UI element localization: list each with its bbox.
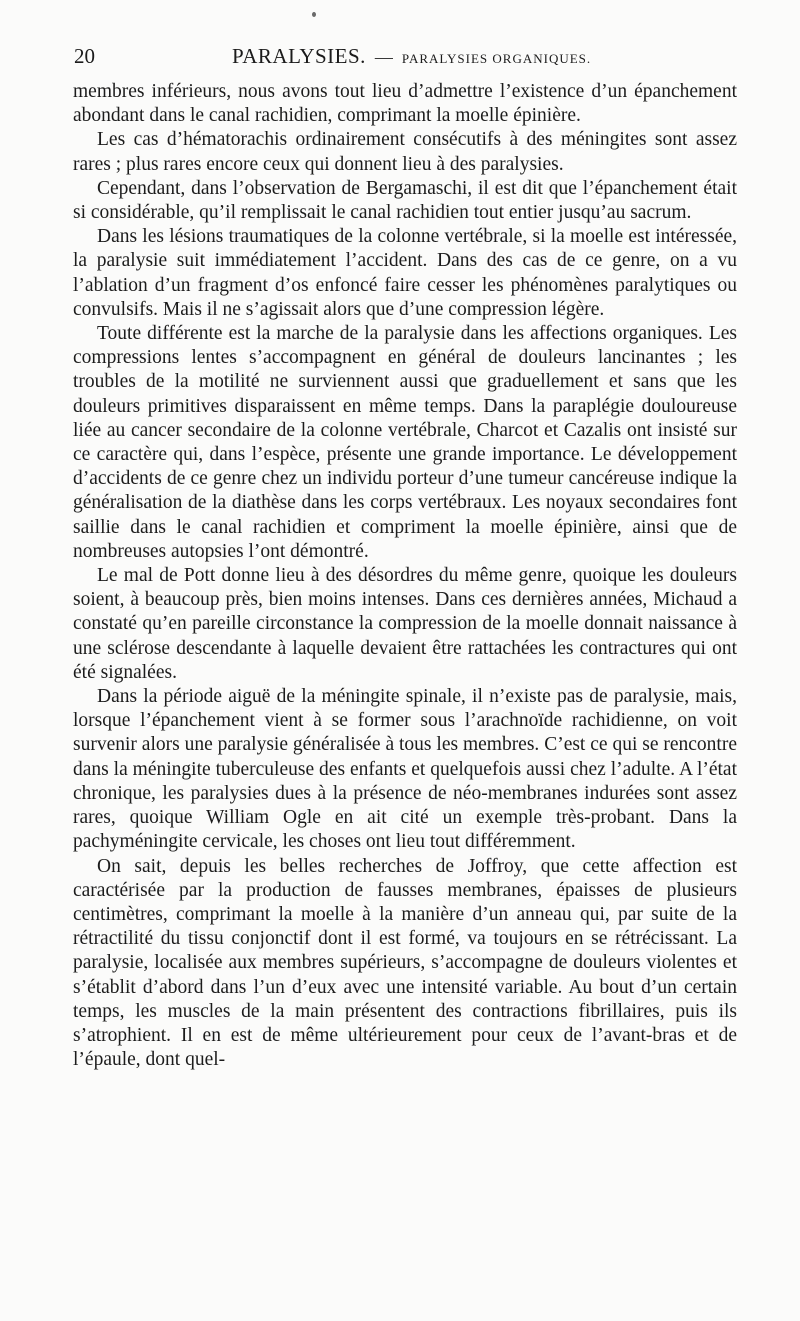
ink-speck: [312, 12, 316, 17]
paragraph: Les cas d’hématorachis ordinairement consécutifs à des méningites sont assez rares ; plus rares encore ceux qui donnent lieu à des paralysies.: [73, 129, 737, 175]
running-head-separator: —: [374, 47, 393, 67]
page-header: [74, 44, 738, 72]
running-head-subtitle: PARALYSIES ORGANIQUES.: [401, 51, 592, 66]
running-head-title: PARALYSIES.: [232, 44, 366, 68]
paragraph: Toute différente est la marche de la paralysie dans les affections organiques. Les compressions lentes s’accompagnent en général de douleurs lancinantes ; les troubles de la motilité ne surviennent aussi que graduellement et sans que les douleurs primitives disparaissent en même temps. Dans la paraplégie douloureuse liée au cancer secondaire de la colonne vertébrale, Charcot et Cazalis ont insisté sur ce caractère qui, dans l’espèce, présente une grande importance. Le développement d’accidents de ce genre chez un individu porteur d’une tumeur cancéreuse indique la généralisation de la diathèse dans les corps vertébraux. Les noyaux secondaires font saillie dans le canal rachidien et compriment la moelle épinière, ainsi que de nombreuses autopsies l’ont démontré.: [73, 323, 737, 562]
running-head: [232, 44, 591, 69]
paragraph: Dans les lésions traumatiques de la colonne vertébrale, si la moelle est intéressée, la paralysie suit immédiatement l’accident. Dans des cas de ce genre, on a vu l’ablation d’un fragment d’os enfoncé faire cesser les phénomènes paralytiques ou convulsifs. Mais il ne s’agissait alors que d’une compression légère.: [73, 226, 737, 320]
paragraph: On sait, depuis les belles recherches de Joffroy, que cette affection est caractérisée par la production de fausses membranes, épaisses de plusieurs centimètres, comprimant la moelle à la manière d’un anneau qui, par suite de la rétractilité du tissu conjonctif dont il est formé, va toujours en se rétrécissant. La paralysie, localisée aux membres supérieurs, s’accompagne de douleurs violentes et s’établit d’abord dans l’un d’eux avec une intensité variable. Au bout d’un certain temps, les muscles de la main présentent des contractions fibrillaires, puis ils s’atrophient. Il en est de même ultérieurement pour ceux de l’avant-bras et de l’épaule, dont quel-: [73, 855, 737, 1071]
paragraph: Dans la période aiguë de la méningite spinale, il n’existe pas de paralysie, mais, lorsque l’épanchement vient à se former sous l’arachnoïde rachidienne, on voit survenir alors une paralysie généralisée à tous les membres. C’est ce qui se rencontre dans la méningite tuberculeuse des enfants et quelquefois aussi chez l’adulte. A l’état chronique, les paralysies dues à la présence de néo-membranes indurées sont assez rares, quoique William Ogle en ait cité un exemple très-probant. Dans la pachyméningite cervicale, les choses ont lieu tout différemment.: [73, 686, 737, 853]
paragraph: membres inférieurs, nous avons tout lieu d’admettre l’existence d’un épanchement abondant dans le canal rachidien, comprimant la moelle épinière.: [73, 81, 737, 127]
page-number: 20: [74, 44, 95, 68]
paragraph: Cependant, dans l’observation de Bergamaschi, il est dit que l’épanchement était si considérable, qu’il remplissait le canal rachidien tout entier jusqu’au sacrum.: [73, 177, 737, 224]
body-text: [73, 80, 737, 1072]
paragraph: Le mal de Pott donne lieu à des désordres du même genre, quoique les douleurs soient, à beaucoup près, bien moins intenses. Dans ces dernières années, Michaud a constaté qu’en pareille circonstance la compression de la moelle donnait naissance à une sclérose descendante à laquelle devaient être rattachées les contractures qui ont été signalées.: [73, 565, 737, 683]
